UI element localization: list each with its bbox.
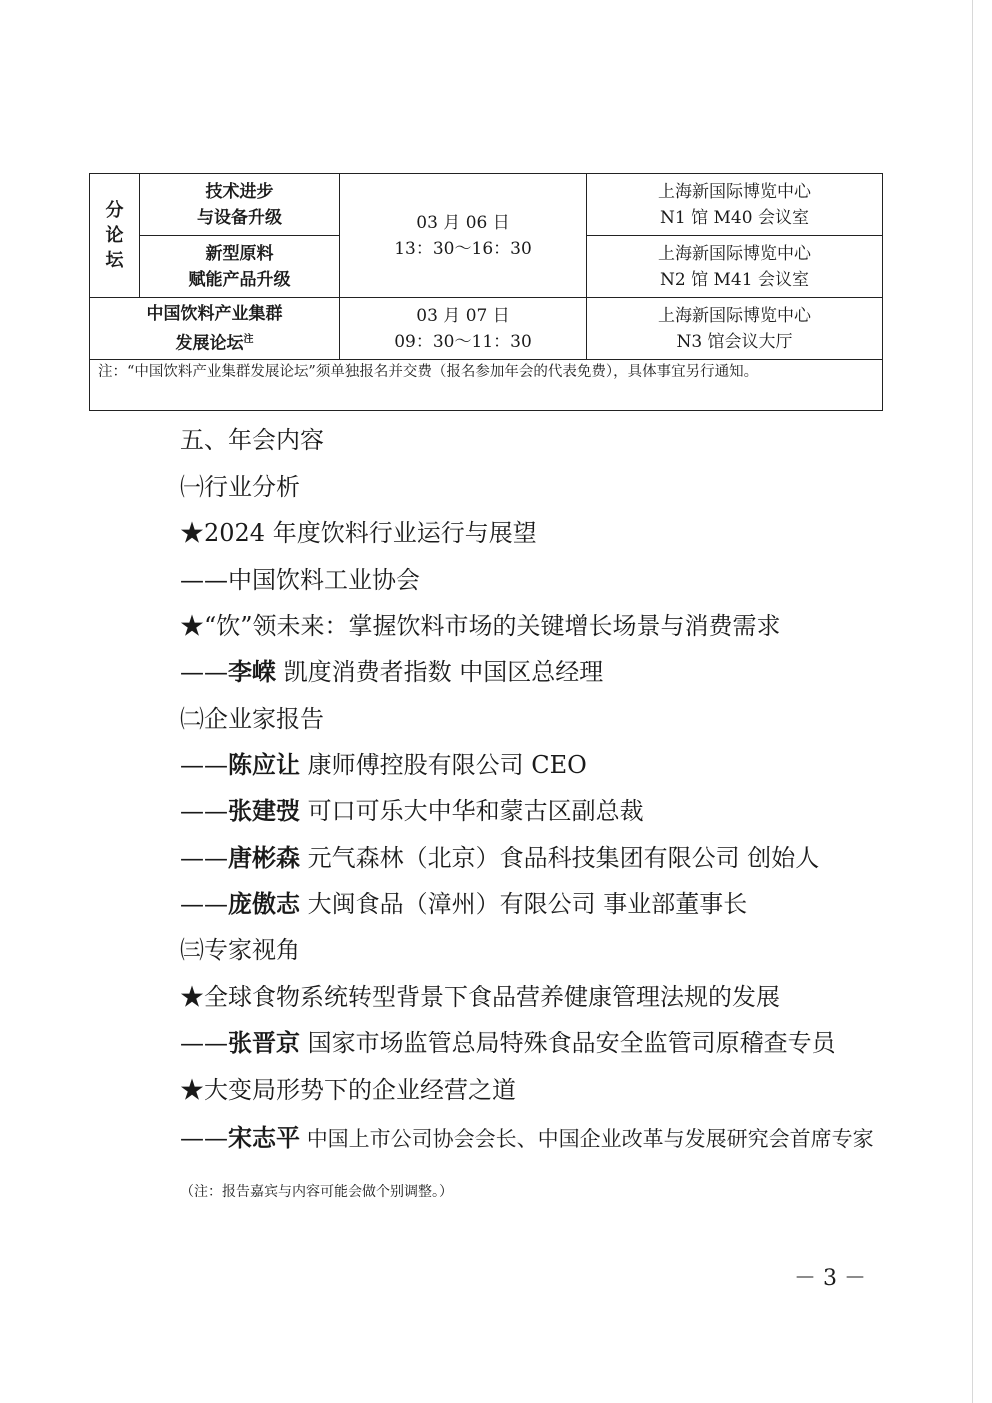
cluster-name-line2: 发展论坛 xyxy=(175,333,244,354)
speaker-name: 唐彬森 xyxy=(228,844,300,872)
footnote: （注：报告嘉宾与内容可能会做个别调整。） xyxy=(180,1184,453,1200)
forum-venue-cell xyxy=(587,174,883,236)
agenda-item-3: ★全球食物系统转型背景下食品营养健康管理法规的发展 xyxy=(180,983,780,1011)
venue-line2: N3 馆会议大厅 xyxy=(676,331,793,352)
subforum-label: 分论坛 xyxy=(105,199,124,271)
table-note-row xyxy=(90,360,883,411)
speaker-name: 庞傲志 xyxy=(228,890,300,918)
forum-time: 13：30～16：30 xyxy=(394,238,532,259)
forum-time-cell xyxy=(340,174,587,298)
speaker-line: ——张建弢 可口可乐大中华和蒙古区副总裁 xyxy=(180,797,644,825)
forum-name-cell xyxy=(140,174,340,236)
speaker-title: 康师傅控股有限公司 CEO xyxy=(307,751,587,779)
schedule-table xyxy=(89,173,883,411)
forum-name-line2: 与设备升级 xyxy=(197,207,282,228)
speaker-name: 张建弢 xyxy=(228,797,300,825)
venue-line2: N2 馆 M41 会议室 xyxy=(660,269,809,290)
speaker-line: ——唐彬森 元气森林（北京）食品科技集团有限公司 创始人 xyxy=(180,844,820,872)
agenda-item-1: ★2024 年度饮料行业运行与展望 xyxy=(180,519,537,547)
agenda-item-1-speaker: ——中国饮料工业协会 xyxy=(180,566,420,594)
agenda-item-4-speaker: ——宋志平 中国上市公司协会会长、中国企业改革与发展研究会首席专家 xyxy=(180,1124,874,1152)
scan-edge-line xyxy=(972,0,973,1403)
speaker-title: 凯度消费者指数 中国区总经理 xyxy=(283,658,604,686)
forum-name-line1: 技术进步 xyxy=(205,181,274,202)
forum-name-line2: 赋能产品升级 xyxy=(188,269,291,290)
cluster-date: 03 月 07 日 xyxy=(416,305,510,326)
forum-date: 03 月 06 日 xyxy=(416,212,510,233)
speaker-line: ——庞傲志 大闽食品（漳州）有限公司 事业部董事长 xyxy=(180,890,748,918)
cluster-venue-cell xyxy=(587,298,883,360)
cluster-note-mark: 注 xyxy=(243,333,254,345)
cluster-name-line1: 中国饮料产业集群 xyxy=(146,303,283,324)
speaker-title: 可口可乐大中华和蒙古区副总裁 xyxy=(307,797,644,825)
subforum-label-cell xyxy=(90,174,140,298)
speaker-line: ——陈应让 康师傅控股有限公司 CEO xyxy=(180,751,587,779)
page-number: － 3 － xyxy=(794,1266,866,1291)
subsection-title-2: ㈡企业家报告 xyxy=(180,705,324,733)
table-note: 注：“中国饮料产业集群发展论坛”须单独报名并交费（报名参加年会的代表免费），具体事宜另行通知。 xyxy=(90,360,883,411)
section-heading: 五、年会内容 xyxy=(180,426,324,454)
agenda-item-2-speaker: ——李嵘 凯度消费者指数 中国区总经理 xyxy=(180,658,604,686)
speaker-title: 国家市场监管总局特殊食品安全监管司原稽查专员 xyxy=(307,1029,836,1057)
venue-line1: 上海新国际博览中心 xyxy=(658,305,811,326)
table-row xyxy=(90,174,883,236)
venue-line1: 上海新国际博览中心 xyxy=(658,243,811,264)
table-row xyxy=(90,298,883,360)
forum-venue-cell xyxy=(587,236,883,298)
speaker-title: 元气森林（北京）食品科技集团有限公司 创始人 xyxy=(307,844,820,872)
speaker-name: 张晋京 xyxy=(228,1029,300,1057)
cluster-time: 09：30～11：30 xyxy=(394,331,532,352)
forum-name-line1: 新型原料 xyxy=(205,243,274,264)
agenda-item-2: ★“饮”领未来：掌握饮料市场的关键增长场景与消费需求 xyxy=(180,612,781,640)
agenda-item-3-speaker: ——张晋京 国家市场监管总局特殊食品安全监管司原稽查专员 xyxy=(180,1029,836,1057)
speaker-title: 中国上市公司协会会长、中国企业改革与发展研究会首席专家 xyxy=(306,1127,874,1151)
subsection-title-3: ㈢专家视角 xyxy=(180,936,300,964)
venue-line1: 上海新国际博览中心 xyxy=(658,181,811,202)
forum-name-cell xyxy=(140,236,340,298)
speaker-name: 李嵘 xyxy=(228,658,276,686)
speaker-title: 大闽食品（漳州）有限公司 事业部董事长 xyxy=(307,890,748,918)
venue-line2: N1 馆 M40 会议室 xyxy=(660,207,809,228)
cluster-time-cell xyxy=(340,298,587,360)
speaker-name: 宋志平 xyxy=(228,1124,300,1152)
agenda-item-4: ★大变局形势下的企业经营之道 xyxy=(180,1076,516,1104)
subsection-title-1: ㈠行业分析 xyxy=(180,473,300,501)
speaker-name: 陈应让 xyxy=(228,751,300,779)
cluster-forum-name-cell xyxy=(90,298,340,360)
